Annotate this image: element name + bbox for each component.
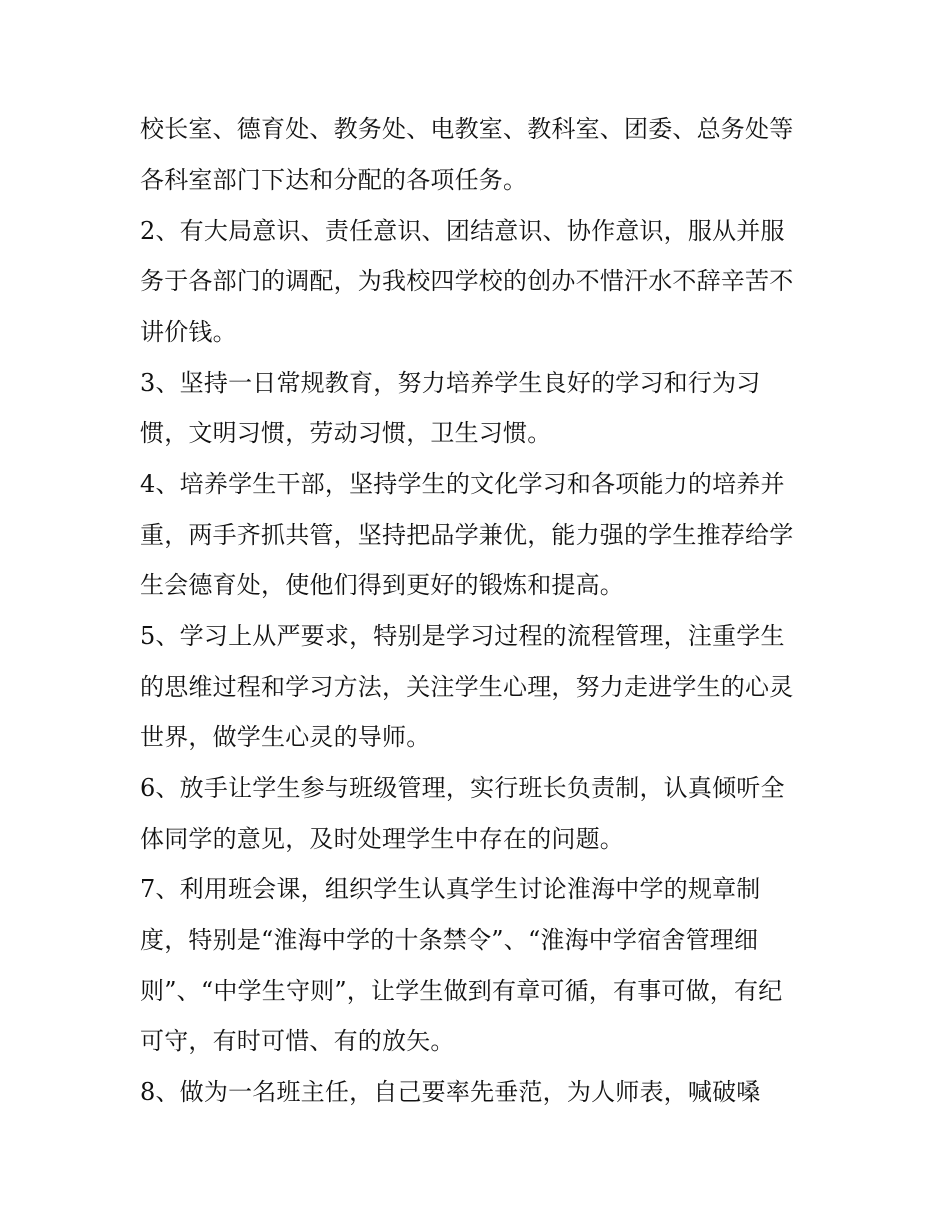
text-line: 的思维过程和学习方法，关注学生心理，努力走进学生的心灵 — [140, 673, 794, 701]
text-line: 3、坚持一日常规教育，努力培养学生良好的学习和行为习 — [140, 369, 761, 397]
text-line: 则”、“中学生守则”，让学生做到有章可循，有事可做，有纪 — [140, 977, 783, 1005]
text-line: 4、培养学生干部，坚持学生的文化学习和各项能力的培养并 — [140, 470, 785, 498]
text-line: 5、学习上从严要求，特别是学习过程的流程管理，注重学生 — [140, 622, 785, 650]
text-line: 校长室、德育处、教务处、电教室、教科室、团委、总务处等 — [140, 115, 794, 143]
text-line: 惯，文明习惯，劳动习惯，卫生习惯。 — [140, 419, 552, 447]
text-line: 世界，做学生心灵的导师。 — [140, 723, 431, 751]
text-line: 各科室部门下达和分配的各项任务。 — [140, 166, 528, 194]
text-line: 生会德育处，使他们得到更好的锻炼和提高。 — [140, 571, 624, 599]
text-line: 7、利用班会课，组织学生认真学生讨论淮海中学的规章制 — [140, 875, 761, 903]
text-line: 可守，有时可惜、有的放矢。 — [140, 1027, 455, 1055]
text-line: 重，两手齐抓共管，坚持把品学兼优，能力强的学生推荐给学 — [140, 521, 794, 549]
text-line: 6、放手让学生参与班级管理，实行班长负责制，认真倾听全 — [140, 774, 785, 802]
text-line: 讲价钱。 — [140, 318, 237, 346]
text-line: 度，特别是“淮海中学的十条禁令”、“淮海中学宿舍管理细 — [140, 926, 759, 954]
text-line: 8、做为一名班主任，自己要率先垂范，为人师表，喊破嗓 — [140, 1078, 761, 1106]
text-line: 务于各部门的调配，为我校四学校的创办不惜汗水不辞辛苦不 — [140, 267, 794, 295]
text-line: 2、有大局意识、责任意识、团结意识、协作意识，服从并服 — [140, 217, 785, 245]
text-line: 体同学的意见，及时处理学生中存在的问题。 — [140, 825, 624, 853]
